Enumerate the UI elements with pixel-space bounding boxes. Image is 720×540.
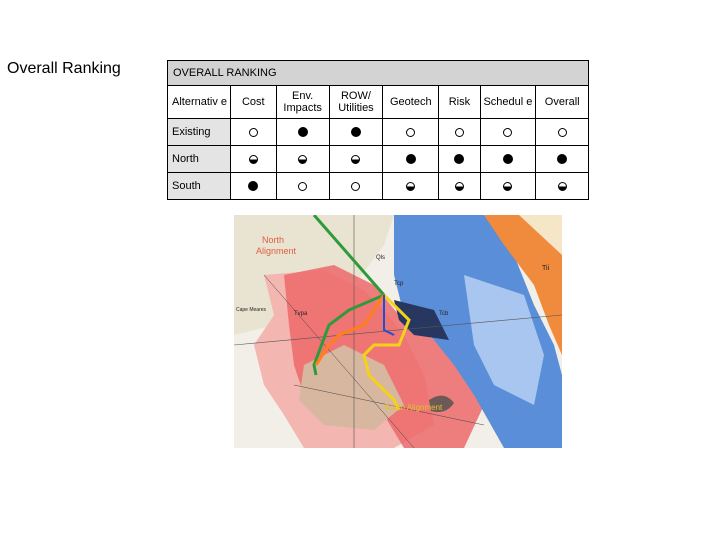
rating-cell xyxy=(439,173,480,200)
rating-symbol xyxy=(503,182,512,191)
rating-cell xyxy=(329,173,382,200)
rating-cell xyxy=(231,173,277,200)
column-header-cost: Cost xyxy=(231,86,277,119)
rating-cell xyxy=(536,146,589,173)
table-row xyxy=(168,173,589,200)
slide-title: Overall Ranking xyxy=(7,60,121,77)
table-heading: OVERALL RANKING xyxy=(168,61,589,86)
rating-symbol xyxy=(351,182,360,191)
geologic-map xyxy=(234,215,562,448)
rating-cell xyxy=(480,119,536,146)
alternative-name: South xyxy=(168,173,231,200)
map-label-tcb: Tcb xyxy=(439,311,449,317)
rating-cell xyxy=(276,173,329,200)
rating-cell xyxy=(329,119,382,146)
map-label-tii: Tii xyxy=(542,265,550,272)
rating-symbol xyxy=(248,181,258,191)
column-header-schedule: Schedul e xyxy=(480,86,536,119)
rating-symbol xyxy=(557,154,567,164)
column-header-row xyxy=(168,86,589,119)
rating-cell xyxy=(329,146,382,173)
column-header-risk: Risk xyxy=(439,86,480,119)
rating-symbol xyxy=(558,182,567,191)
rating-cell xyxy=(480,173,536,200)
table-row xyxy=(168,146,589,173)
column-header-geotech: Geotech xyxy=(383,86,439,119)
rating-cell xyxy=(536,119,589,146)
map-label-south-alignment: South Alignment xyxy=(384,403,443,412)
map-label-cape-meares: Cape Meares xyxy=(236,307,267,313)
north-label-line-2: Alignment xyxy=(256,246,297,256)
rating-symbol xyxy=(406,154,416,164)
rating-symbol xyxy=(298,182,307,191)
rating-cell xyxy=(276,146,329,173)
rating-symbol xyxy=(351,127,361,137)
rating-symbol xyxy=(406,182,415,191)
rating-cell xyxy=(439,146,480,173)
rating-symbol xyxy=(298,155,307,164)
rating-symbol xyxy=(454,154,464,164)
column-header-alternative: Alternativ e xyxy=(168,86,231,119)
rating-cell xyxy=(383,119,439,146)
rating-symbol xyxy=(249,155,258,164)
column-header-env-impacts: Env. Impacts xyxy=(276,86,329,119)
rating-symbol xyxy=(455,128,464,137)
table-heading-row xyxy=(168,61,589,86)
map-label-tvpa: Tvpa xyxy=(294,311,308,317)
rating-cell xyxy=(231,119,277,146)
rating-cell xyxy=(439,119,480,146)
column-header-row-utilities: ROW/ Utilities xyxy=(329,86,382,119)
rating-symbol xyxy=(351,155,360,164)
map-label-tcp: Tcp xyxy=(394,281,404,287)
rating-cell xyxy=(536,173,589,200)
ranking-table xyxy=(167,60,589,200)
rating-symbol xyxy=(406,128,415,137)
rating-symbol xyxy=(503,128,512,137)
north-label-line: North xyxy=(262,235,285,245)
rating-symbol xyxy=(249,128,258,137)
rating-cell xyxy=(231,146,277,173)
map-label-qls: Qls xyxy=(376,255,385,261)
rating-cell xyxy=(383,173,439,200)
rating-symbol xyxy=(503,154,513,164)
rating-cell xyxy=(276,119,329,146)
alternative-name: Existing xyxy=(168,119,231,146)
rating-symbol xyxy=(298,127,308,137)
rating-symbol xyxy=(455,182,464,191)
rating-cell xyxy=(383,146,439,173)
rating-cell xyxy=(480,146,536,173)
column-header-overall: Overall xyxy=(536,86,589,119)
table-row xyxy=(168,119,589,146)
alternative-name: North xyxy=(168,146,231,173)
rating-symbol xyxy=(558,128,567,137)
